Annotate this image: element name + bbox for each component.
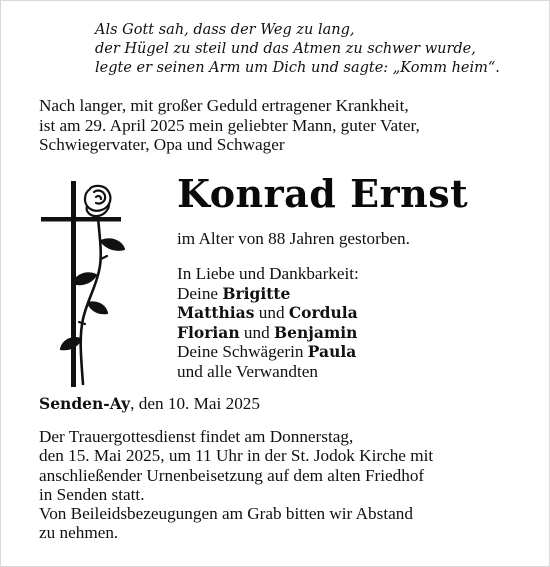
poem-line: Als Gott sah, dass der Weg zu lang, [95,22,355,38]
mourners-list [177,264,359,381]
place-date [39,394,260,414]
cross-with-rose-icon [41,179,133,389]
place-name: Senden-Ay [39,394,131,413]
mourner-line: und alle Verwandten [177,361,318,381]
mourner-conjunction: und [243,322,270,342]
service-line: zu nehmen. [39,523,119,543]
mourner-conjunction: und [258,303,285,322]
poem-line: der Hügel zu steil und das Atmen zu schwer wurde, [95,41,476,57]
mourner-line [177,342,359,362]
intro-text [39,96,539,155]
mourner-name: Florian [177,322,240,342]
mourner-name: Cordula [288,303,358,322]
service-info [39,427,544,543]
mourner-name: Brigitte [222,283,291,303]
mourner-name: Paula [307,342,357,361]
service-line: den 15. Mai 2025, um 11 Uhr in der St. Jodok Kirche mit [39,446,434,466]
mourner-prefix: Deine [177,283,219,303]
mourner-line [177,284,359,304]
mourner-line [177,323,359,343]
mourner-name: Benjamin [273,322,358,342]
intro-line: ist am 29. April 2025 mein geliebter Mann, guter Vater, [39,115,420,135]
service-line: Von Beileidsbezeugungen am Grab bitten wir Abstand [39,504,413,524]
intro-line: Nach langer, mit großer Geduld ertragener Krankheit, [39,96,409,115]
mourner-line [177,303,359,323]
intro-line: Schwiegervater, Opa und Schwager [39,135,285,154]
mourner-prefix: Deine Schwägerin [177,342,304,361]
service-line: anschließender Urnenbeisetzung auf dem alten Friedhof [39,465,425,485]
age-line: im Alter von 88 Jahren gestorben. [177,229,410,248]
service-line: Der Trauergottesdienst findet am Donnerstag, [39,427,354,446]
mourner-name: Matthias [177,303,255,322]
deceased-name: Konrad Ernst [177,171,469,216]
date-text: , den 10. Mai 2025 [130,394,260,413]
poem-verse [95,21,535,78]
poem-line: legte er seinen Arm um Dich und sagte: „Komm heim“. [95,60,500,76]
service-line: in Senden statt. [39,484,145,504]
mourners-heading: In Liebe und Dankbarkeit: [177,264,359,283]
